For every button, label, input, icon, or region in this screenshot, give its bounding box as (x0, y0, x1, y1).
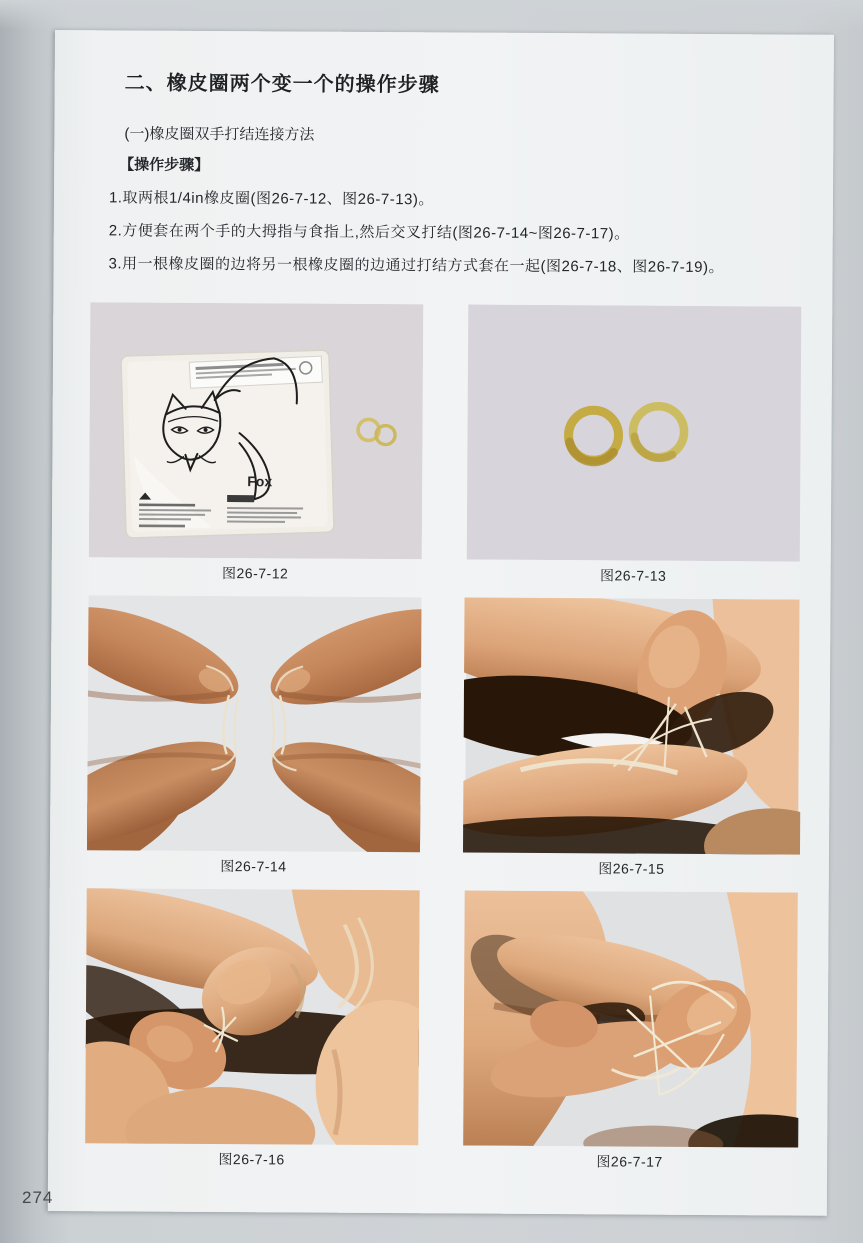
figure-caption: 图26-7-17 (596, 1153, 663, 1170)
figure-caption: 图26-7-12 (221, 565, 289, 582)
cross-elastics-image (463, 598, 802, 855)
photo-pull-through (461, 891, 800, 1148)
figure-26-7-13 (465, 305, 804, 586)
figure-caption: 图26-7-13 (599, 567, 667, 584)
figure-caption: 图26-7-15 (598, 860, 665, 877)
step-1: 1.取两根1/4in橡皮圈(图26-7-12、图26-7-13)。 (108, 189, 434, 209)
figure-26-7-16 (85, 888, 420, 1169)
page-content (48, 30, 834, 1172)
elastics-package-image (89, 302, 424, 559)
step-2: 2.方便套在两个手的大拇指与食指上,然后交叉打结(图26-7-14~图26-7-17)。 (108, 222, 630, 243)
photo-thumb-knot (85, 888, 420, 1145)
step-3: 3.用一根橡皮圈的边将另一根橡皮圈的边通过打结方式套在一起(图26-7-18、图26-7-19)。 (108, 255, 725, 277)
figure-26-7-17 (461, 891, 800, 1172)
subsection-heading: (一)橡皮圈双手打结连接方法 (124, 125, 315, 144)
figure-26-7-12 (89, 302, 424, 583)
photo-two-elastics (465, 305, 804, 562)
figure-26-7-15 (463, 598, 802, 879)
photo-cross-elastics (463, 598, 802, 855)
pull-through-image (461, 891, 800, 1148)
bag-brand-text: Fox (247, 473, 273, 490)
figure-26-7-14 (87, 595, 422, 876)
photo-hands-stretch (87, 595, 422, 852)
thumb-knot-image (85, 888, 420, 1145)
book-page (48, 30, 834, 1216)
photo-elastics-package (89, 302, 424, 559)
figure-grid (85, 302, 803, 1171)
two-elastics-image (465, 305, 804, 562)
bag-label-strip (189, 356, 322, 388)
page-number: 274 (22, 1188, 54, 1207)
steps-label: 【操作步骤】 (119, 156, 210, 174)
figure-caption: 图26-7-14 (220, 858, 287, 875)
hands-stretch-image (87, 595, 422, 852)
figure-caption: 图26-7-16 (218, 1151, 285, 1168)
section-heading: 二、橡皮圈两个变一个的操作步骤 (124, 72, 440, 97)
